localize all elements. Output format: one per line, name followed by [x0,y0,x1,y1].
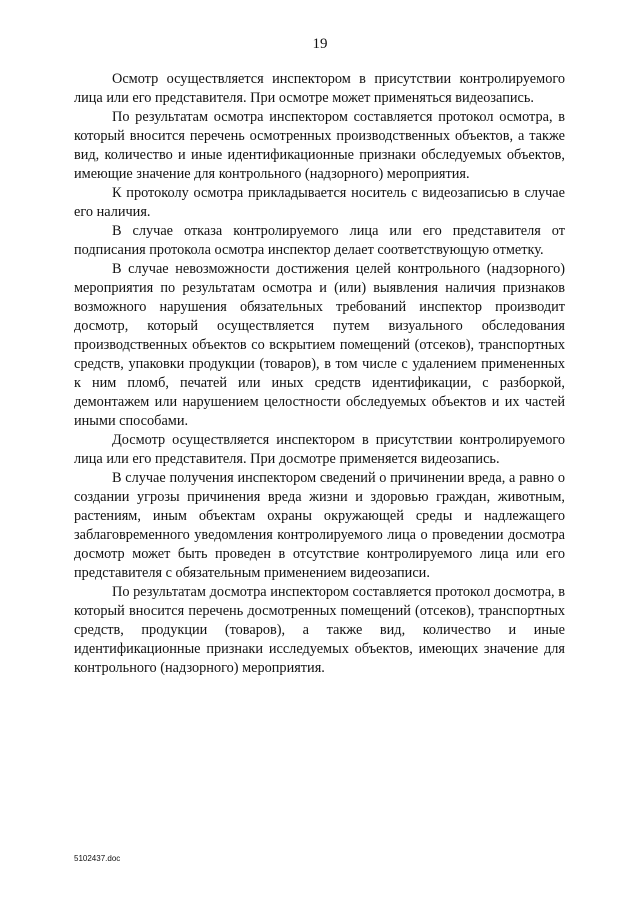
paragraph: В случае отказа контролируемого лица или его представителя от подписания протокола осмотра инспектор делает соответствующую отметку. [74,223,565,258]
paragraph: Осмотр осуществляется инспектором в присутствии контролируемого лица или его представителя. При осмотре может применяться видеозапись. [74,71,565,106]
paragraph: В случае получения инспектором сведений о причинении вреда, а равно о создании угрозы причинения вреда жизни и здоровью граждан, животным, растениям, иным объектам охраны окружающей среды и надлежащего заблаговременного уведомления контролируемого лица о проведении досмотра досмотр может быть проведен в отсутствие контролируемого лица или его представителя с обязательным применением видеозаписи. [74,470,565,581]
paragraph: В случае невозможности достижения целей контрольного (надзорного) мероприятия по результатам осмотра и (или) выявления наличия признаков возможного нарушения обязательных требований инспектор производит досмотр, который осуществляется путем визуального обследования производственных объектов со вскрытием помещений (отсеков), транспортных средств, упаковки продукции (товаров), в том числе с удалением примененных к ним пломб, печатей или иных средств идентификации, с разборкой, демонтажем или нарушением целостности обследуемых объектов и их частей иными способами. [74,261,565,429]
file-name-footer: 5102437.doc [74,854,121,863]
paragraph: К протоколу осмотра прикладывается носитель с видеозаписью в случае его наличия. [74,185,565,220]
paragraph: По результатам осмотра инспектором составляется протокол осмотра, в который вносится перечень осмотренных производственных объектов, а также вид, количество и иные идентификационные признаки обследуемых объектов, имеющие значение для контрольного (надзорного) мероприятия. [74,109,565,182]
page-number: 19 [312,36,328,52]
document-body [74,70,565,678]
paragraph: Досмотр осуществляется инспектором в присутствии контролируемого лица или его представителя. При досмотре применяется видеозапись. [74,432,565,467]
paragraph: По результатам досмотра инспектором составляется протокол досмотра, в который вносится перечень досмотренных помещений (отсеков), транспортных средств, продукции (товаров), а также вид, количество и иные идентификационные признаки исследуемых объектов, имеющих значение для контрольного (надзорного) мероприятия. [74,584,565,676]
